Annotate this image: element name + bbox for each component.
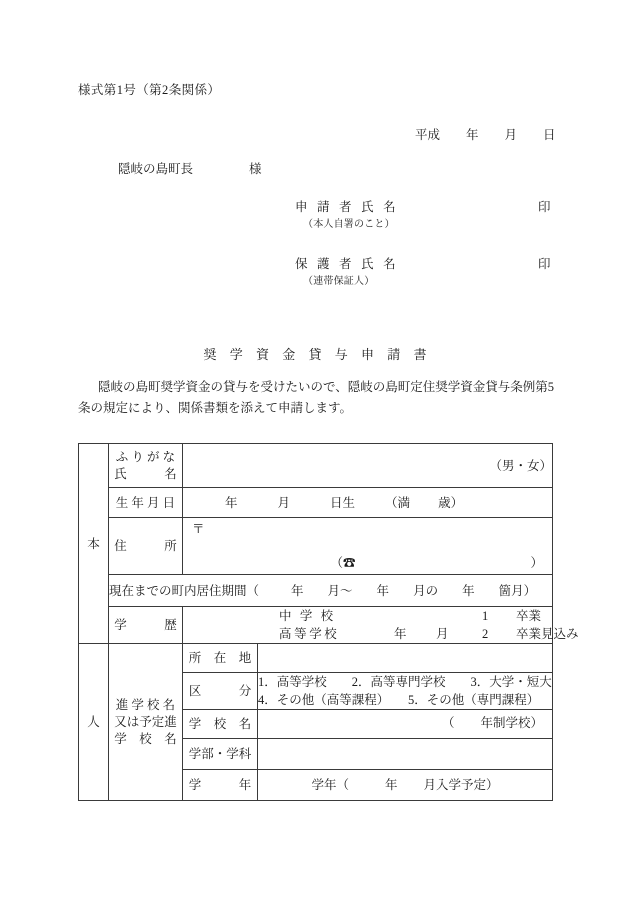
- residence-period-area[interactable]: [109, 575, 553, 607]
- name-label: 氏 名: [114, 466, 177, 481]
- date-line: [415, 125, 556, 143]
- row-label-address: 住 所: [109, 518, 183, 575]
- education-line-high: [183, 625, 579, 643]
- guarantor-seal-mark: 印: [538, 257, 551, 271]
- school-note-open-paren: （: [441, 716, 455, 730]
- document-title: 奨 学 資 金 貸 与 申 請 書: [203, 347, 432, 362]
- education-year-unit: 年: [394, 627, 407, 641]
- vertical-label-hon: 本: [79, 444, 109, 644]
- row-label-furigana: [109, 444, 183, 488]
- sublabel-school-name: 学 校 名: [183, 710, 258, 739]
- postal-code-mark: 〒: [192, 522, 205, 536]
- age-open: （満: [385, 495, 411, 510]
- education-option-1: 1: [482, 609, 489, 623]
- junior-high-label: 中 学 校: [279, 609, 336, 623]
- grade-input[interactable]: [258, 770, 553, 801]
- date-year-unit: 年: [466, 128, 479, 142]
- residence-year-total: 年: [462, 583, 475, 598]
- high-school-label: 高等学校: [279, 627, 340, 641]
- addressee-honorific: 様: [249, 162, 262, 176]
- date-day-unit: 日: [543, 128, 556, 142]
- telephone-icon: （☎: [330, 556, 356, 570]
- furigana-label: ふ り が な: [115, 449, 176, 464]
- table-row-residence: [79, 575, 553, 607]
- destination-label-line3: 学 校 名: [114, 731, 177, 746]
- grade-year-unit: 年: [384, 778, 398, 792]
- applicant-seal-mark: 印: [538, 200, 551, 214]
- birth-year-unit: 年: [225, 495, 238, 510]
- residence-month2: 月の: [413, 583, 439, 598]
- school-note-text: 年制学校）: [480, 716, 543, 730]
- date-era: 平成: [415, 128, 441, 142]
- birthdate-input-area[interactable]: [183, 488, 553, 518]
- birth-day-unit: 日生: [330, 495, 356, 510]
- table-row-education: [79, 607, 553, 644]
- residence-label: 現在までの町内居住期間（: [109, 583, 260, 598]
- education-line-junior: [183, 607, 552, 625]
- residence-year2: 年: [376, 583, 390, 598]
- row-label-destination-school: [109, 644, 183, 801]
- addressee-name: 隠岐の島町長: [118, 162, 194, 176]
- education-status-graduated: 卒業: [516, 609, 542, 623]
- school-location-input[interactable]: [258, 644, 553, 673]
- faculty-input[interactable]: [258, 739, 553, 770]
- intro-paragraph: 隠岐の島町奨学資金の貸与を受けたいので、隠岐の島町定住奨学資金貸与条例第5条の規定により、関係書類を添えて申請します。: [78, 380, 555, 415]
- school-name-input[interactable]: [258, 710, 553, 739]
- guarantor-name-label: 保 護 者 氏 名: [295, 257, 399, 271]
- gender-note: （男・女）: [489, 458, 552, 473]
- applicant-info-table: [78, 443, 579, 801]
- destination-label-line2: 又は予定進: [114, 714, 177, 729]
- applicant-signature-line: [295, 197, 551, 215]
- table-row-address: [79, 518, 553, 575]
- school-year-system-note: [442, 714, 543, 732]
- grade-text-head: 学年（: [311, 778, 349, 792]
- sublabel-grade: 学 年: [183, 770, 258, 801]
- name-input-area[interactable]: [183, 444, 553, 488]
- vertical-label-nin: 人: [79, 644, 109, 801]
- applicant-signature-note: （本人自署のこと）: [303, 219, 395, 230]
- category-options-line1: 1．高等学校 2．高等専門学校 3．大学・短大: [258, 675, 552, 689]
- education-input-area[interactable]: [183, 607, 579, 644]
- residence-year1: 年: [291, 583, 304, 598]
- sublabel-faculty: 学部・学科: [183, 739, 258, 770]
- guarantor-signature-line: [295, 254, 551, 272]
- form-number: 様式第1号（第2条関係）: [78, 83, 221, 97]
- grade-enroll-text: 月入学予定）: [423, 778, 499, 792]
- table-row-school-location: [79, 644, 553, 673]
- age-unit: 歳）: [438, 495, 464, 510]
- category-options-line2: 4．その他（高等課程） 5．その他（専門課程）: [258, 693, 540, 707]
- education-month-unit: 月: [436, 627, 449, 641]
- date-month-unit: 月: [504, 128, 518, 142]
- destination-label-line1: 進 学 校 名: [115, 697, 176, 712]
- birth-month-unit: 月: [277, 495, 291, 510]
- addressee-line: [118, 159, 262, 177]
- telephone-close-paren: ）: [530, 556, 543, 570]
- education-status-expected: 卒業見込み: [516, 627, 579, 641]
- address-input-area[interactable]: [183, 518, 553, 575]
- sublabel-location: 所 在 地: [183, 644, 258, 673]
- row-label-education: 学 歴: [109, 607, 183, 644]
- school-category-options[interactable]: [258, 673, 553, 710]
- row-label-birthdate: 生 年 月 日: [109, 488, 183, 518]
- applicant-name-label: 申 請 者 氏 名: [295, 200, 399, 214]
- residence-months-total: 箇月）: [498, 583, 537, 598]
- telephone-field[interactable]: [183, 554, 543, 572]
- guarantor-signature-note: （連帯保証人）: [303, 276, 375, 287]
- residence-month1: 月〜: [327, 583, 353, 598]
- table-row-birthdate: [79, 488, 553, 518]
- sublabel-category: 区 分: [183, 673, 258, 710]
- education-option-2: 2: [482, 627, 489, 641]
- table-row-furigana: [79, 444, 553, 488]
